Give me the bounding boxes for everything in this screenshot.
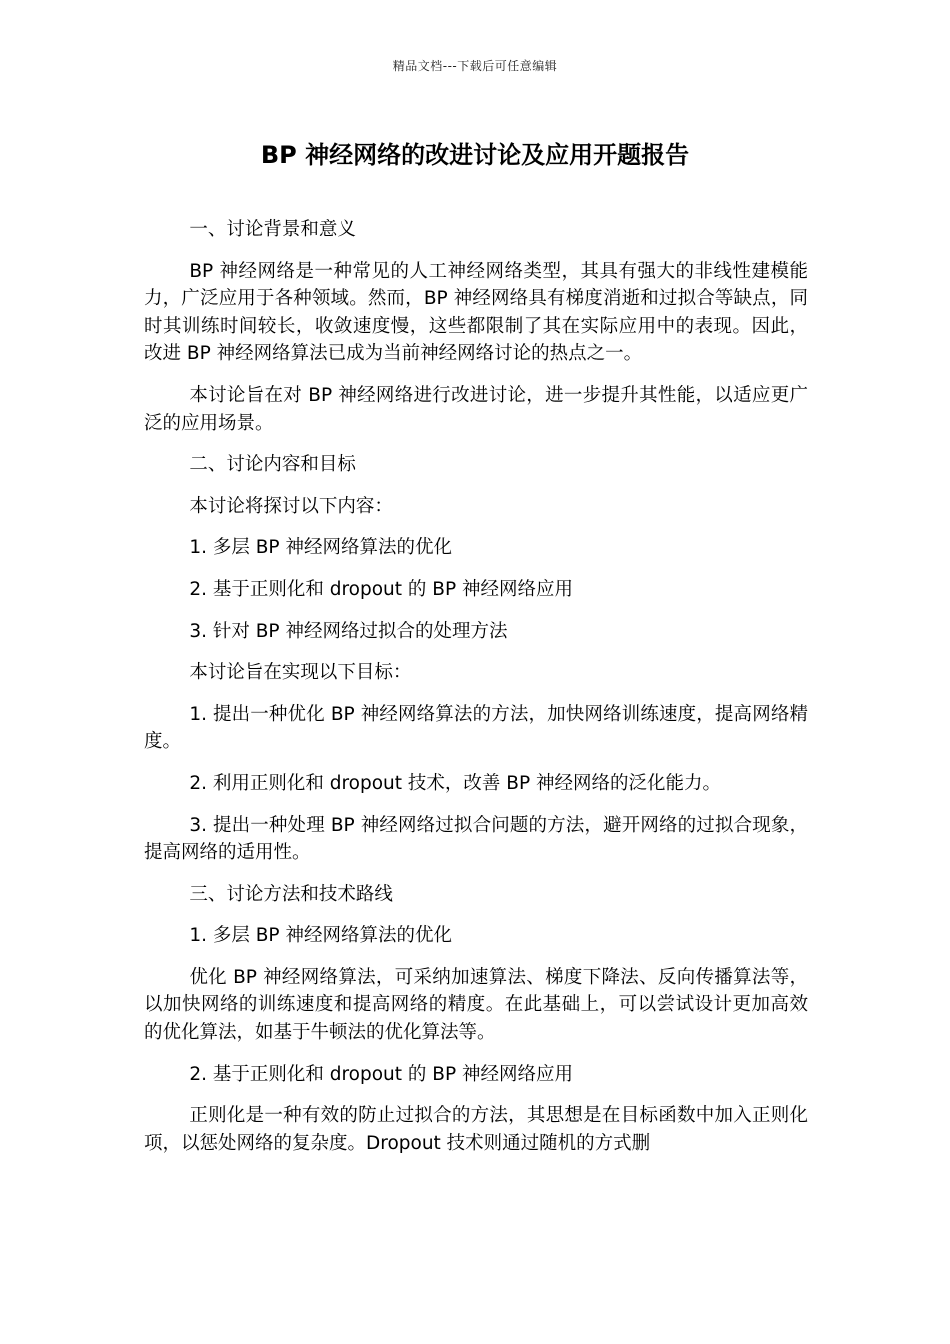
content-list-item: 1. 多层 BP 神经网络算法的优化 bbox=[189, 537, 452, 559]
paragraph-method-optimization: 优化 BP 神经网络算法，可采纳加速算法、梯度下降法、反向传播算法等，以加快网络的训练速度和提高网络的精度。在此基础上，可以尝试设计更加高效的优化算法，如基于牛顿法的优化算法等。 bbox=[144, 966, 808, 1044]
goal-list-item: 3. 提出一种处理 BP 神经网络过拟合问题的方法，避开网络的过拟合现象，提高网络的适用性。 bbox=[144, 814, 808, 864]
document-body bbox=[144, 216, 808, 1171]
paragraph-method-regularization: 正则化是一种有效的防止过拟合的方法，其思想是在目标函数中加入正则化项，以惩处网络的复杂度。Dropout 技术则通过随机的方式删 bbox=[144, 1105, 808, 1154]
content-list-item: 3. 针对 BP 神经网络过拟合的处理方法 bbox=[189, 620, 508, 642]
section-heading-background: 一、讨论背景和意义 bbox=[189, 219, 356, 240]
section-heading-methods: 三、讨论方法和技术路线 bbox=[189, 883, 393, 905]
goal-list-item: 1. 提出一种优化 BP 神经网络算法的方法，加快网络训练速度，提高网络精度。 bbox=[144, 703, 808, 753]
goal-list-item: 2. 利用正则化和 dropout 技术，改善 BP 神经网络的泛化能力。 bbox=[189, 772, 722, 794]
paragraph-content-intro: 本讨论将探讨以下内容： bbox=[189, 495, 393, 517]
document-title: BP 神经网络的改进讨论及应用开题报告 bbox=[260, 141, 690, 169]
section-heading-content-goals: 二、讨论内容和目标 bbox=[189, 454, 356, 476]
paragraph-goals-intro: 本讨论旨在实现以下目标： bbox=[189, 662, 412, 684]
method-subheading: 2. 基于正则化和 dropout 的 BP 神经网络应用 bbox=[189, 1063, 574, 1085]
page-header: 精品文档---下载后可任意编辑 bbox=[392, 59, 558, 73]
content-list-item: 2. 基于正则化和 dropout 的 BP 神经网络应用 bbox=[189, 578, 574, 600]
paragraph-purpose: 本讨论旨在对 BP 神经网络进行改进讨论，进一步提升其性能，以适应更广泛的应用场景。 bbox=[144, 384, 808, 434]
paragraph-background: BP 神经网络是一种常见的人工神经网络类型，其具有强大的非线性建模能力，广泛应用于各种领域。然而，BP 神经网络具有梯度消逝和过拟合等缺点，同时其训练时间较长，收敛速度慢，这些都限制了其在实际应用中的表现。因此，改进 BP 神经网络算法已成为当前神经网络讨论的热点之一。 bbox=[144, 260, 808, 365]
method-subheading: 1. 多层 BP 神经网络算法的优化 bbox=[189, 925, 452, 947]
